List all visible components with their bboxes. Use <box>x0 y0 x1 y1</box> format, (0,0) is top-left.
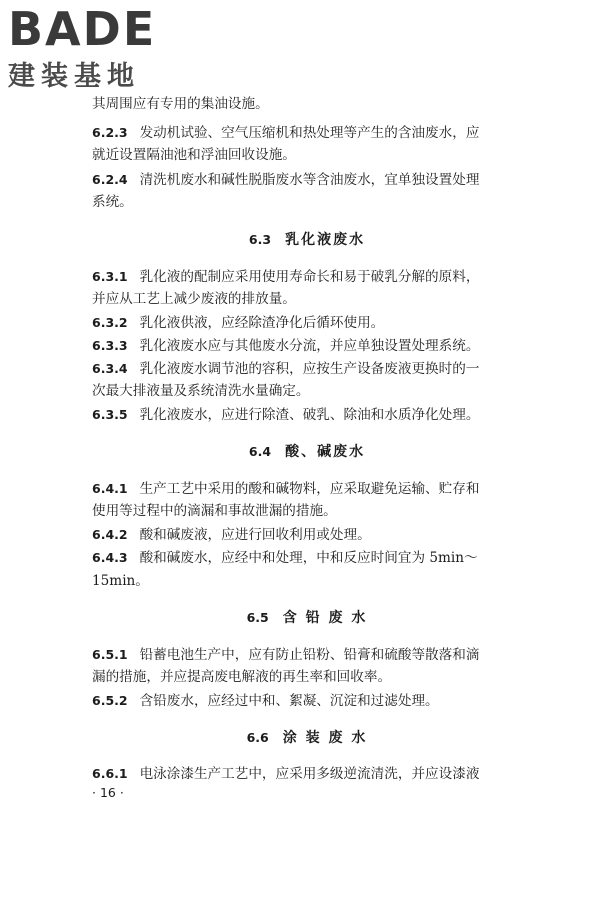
clause-number: 6.5.2 <box>92 693 128 708</box>
clause-6-3-2: 6.3.2 乳化液供液，应经除渣净化后循环使用。 <box>92 315 385 331</box>
clause-number: 6.4.2 <box>92 527 128 542</box>
clause-6-3-1: 6.3.1 乳化液的配制应采用使用寿命长和易于破乳分解的原料， <box>92 269 480 285</box>
clause-6-5-2: 6.5.2 含铅废水，应经过中和、絮凝、沉淀和过滤处理。 <box>92 693 439 709</box>
clause-6-4-3: 6.4.3 酸和碱废水，应经中和处理，中和反应时间宜为 5min～ <box>92 550 478 566</box>
logo-wordmark: BADE <box>8 2 157 56</box>
text-line: 使用等过程中的滴漏和事故泄漏的措施。 <box>92 503 337 519</box>
section-heading-6-5: 6.5 含 铅 废 水 <box>246 610 368 626</box>
clause-number: 6.3.5 <box>92 407 128 422</box>
text-line: 次最大排液量及系统清洗水量确定。 <box>92 383 310 399</box>
clause-6-6-1: 6.6.1 电泳涂漆生产工艺中，应采用多级逆流清洗，并应设漆液 <box>92 766 480 782</box>
clause-6-3-5: 6.3.5 乳化液废水，应进行除渣、破乳、除油和水质净化处理。 <box>92 407 480 423</box>
clause-6-2-3: 6.2.3 发动机试验、空气压缩机和热处理等产生的含油废水，应 <box>92 125 480 141</box>
text-line: 系统。 <box>92 194 133 210</box>
logo-subtitle: 建装基地 <box>8 61 140 92</box>
clause-number: 6.3.2 <box>92 315 128 330</box>
text-line: 其周围应有专用的集油设施。 <box>92 96 269 112</box>
clause-6-5-1: 6.5.1 铅蓄电池生产中，应有防止铅粉、铅膏和硫酸等散落和滴 <box>92 647 480 663</box>
clause-number: 6.2.4 <box>92 172 128 187</box>
page-number: · 16 · <box>92 785 124 800</box>
section-heading-6-6: 6.6 涂 装 废 水 <box>246 730 368 746</box>
section-heading-6-3: 6.3 乳化液废水 <box>248 232 366 248</box>
clause-number: 6.3.3 <box>92 338 128 353</box>
clause-number: 6.3.4 <box>92 361 128 376</box>
clause-6-4-1: 6.4.1 生产工艺中采用的酸和碱物料，应采取避免运输、贮存和 <box>92 481 480 497</box>
clause-number: 6.5.1 <box>92 647 128 662</box>
clause-number: 6.4.3 <box>92 550 128 565</box>
clause-6-2-4: 6.2.4 清洗机废水和碱性脱脂废水等含油废水，宜单独设置处理 <box>92 172 480 188</box>
section-heading-6-4: 6.4 酸、碱废水 <box>248 444 366 460</box>
clause-number: 6.6.1 <box>92 766 128 781</box>
clause-6-3-4: 6.3.4 乳化液废水调节池的容积，应按生产设备废液更换时的一 <box>92 361 480 377</box>
clause-6-3-3: 6.3.3 乳化液废水应与其他废水分流，并应单独设置处理系统。 <box>92 338 480 354</box>
clause-number: 6.2.3 <box>92 125 128 140</box>
text-line: 就近设置隔油池和浮油回收设施。 <box>92 147 296 163</box>
clause-6-4-2: 6.4.2 酸和碱废液，应进行回收利用或处理。 <box>92 527 371 543</box>
text-line: 15min。 <box>92 573 149 589</box>
clause-number: 6.4.1 <box>92 481 128 496</box>
clause-number: 6.3.1 <box>92 269 128 284</box>
text-line: 并应从工艺上减少废液的排放量。 <box>92 291 296 307</box>
text-line: 漏的措施，并应提高废电解液的再生率和回收率。 <box>92 669 392 685</box>
